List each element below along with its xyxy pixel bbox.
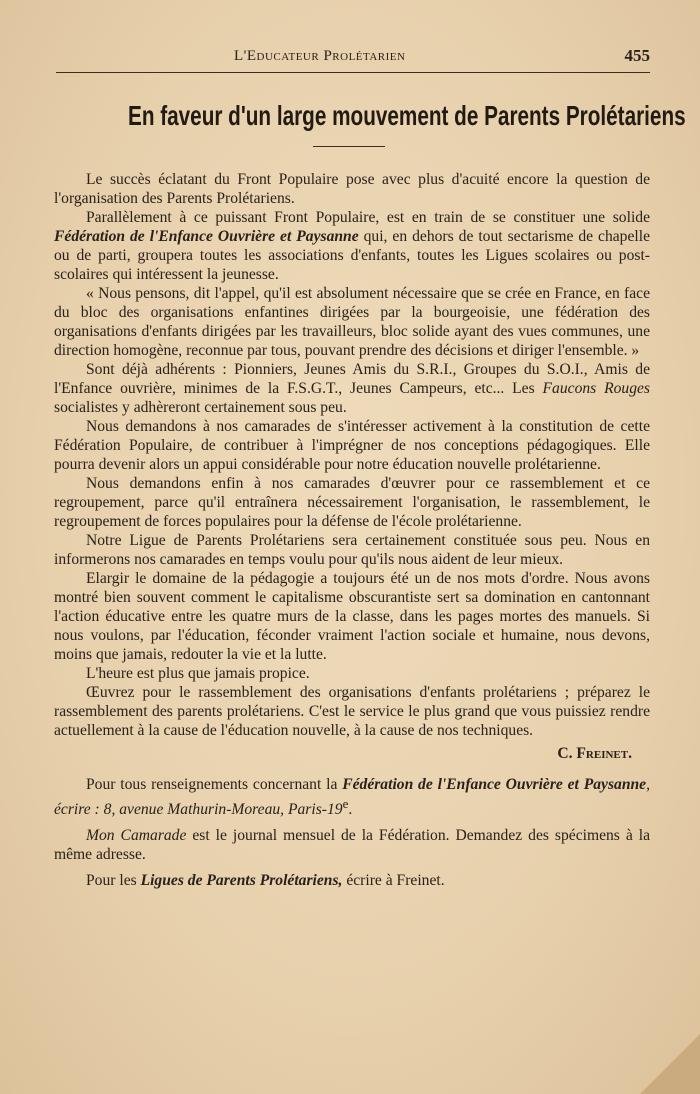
article-body: [54, 170, 650, 890]
text-run: écrire à Freinet.: [342, 872, 445, 890]
paragraph: Nous demandons enfin à nos camarades d'œuvrer pour ce rassemblement et ce regroupement, parce qu'il entraînera nécessairement l'organisation, le rassemblement, le regroupement de forces populaires pour la défense de l'école prolétarienne.: [54, 475, 650, 530]
note: [54, 775, 650, 819]
text-run: est le journal mensuel de la Fédération. Demandez des spécimens à la même adresse.: [54, 827, 650, 864]
paragraph: [54, 360, 650, 417]
note: [54, 871, 650, 890]
superscript: e: [342, 796, 349, 811]
text-run: socialistes y adhèreront certainement sous peu.: [54, 399, 347, 416]
paragraph: Elargir le domaine de la pédagogie a toujours été un de nos mots d'ordre. Nous avons montré bien souvent comment le capitalisme obscurantiste sert sa domination en cantonnant l'action éducative entre les quatre murs de la classe, dans les pages mortes des manuels. Si nous voulons, par l'éducation, féconder vraiment l'action sociale et humaine, nous devons, moins que jamais, redouter la vie et la lutte.: [54, 570, 650, 663]
title-rule: [313, 146, 385, 147]
emphasis: Ligues de Parents Prolétariens,: [140, 872, 343, 890]
text-run: qui, en dehors de tout sectarisme de chapelle ou de parti, groupera toutes les associations d'enfants, toutes les Ligues scolaires ou post-scolaires qui intéressent la jeunesse.: [54, 228, 650, 283]
signature: C. Freinet.: [557, 745, 632, 762]
text-run: Pour les: [86, 872, 141, 890]
note: [54, 826, 650, 864]
text-run: Parallèlement à ce puissant Front Populaire, est en train de se constituer une solide: [86, 209, 650, 226]
paragraph: « Nous pensons, dit l'appel, qu'il est absolument nécessaire que se crée en France, en face du bloc des organisations enfantines dirigées par la bourgeoisie, une fédération des organisations d'enfants dirigées par les travailleurs, bloc solide ayant des vues communes, une direction homogène, reconnue par tous, pouvant prendre des décisions et diriger l'ensemble. »: [54, 285, 650, 359]
text-run: , écrire : 8, avenue Mathurin-Moreau, Paris-19: [54, 776, 650, 819]
emphasis: Fédération de l'Enfance Ouvrière et Paysanne: [54, 228, 359, 245]
paragraph: Nous demandons à nos camarades de s'intéresser activement à la constitution de cette Fédération Populaire, de contribuer à l'imprégner de nos conceptions pédagogiques. Elle pourra devenir alors un appui considérable pour notre éducation nouvelle prolétarienne.: [54, 418, 650, 473]
paragraph: [54, 208, 650, 284]
running-head: L'Educateur Prolétarien: [234, 48, 406, 64]
text-run: Pour tous renseignements concernant la: [86, 776, 343, 793]
paragraph: Le succès éclatant du Front Populaire pose avec plus d'acuité encore la question de l'organisation des Parents Prolétariens.: [54, 171, 650, 207]
page-header: [56, 44, 650, 73]
emphasis: Faucons Rouges: [542, 380, 650, 397]
paragraph: L'heure est plus que jamais propice.: [86, 665, 310, 682]
text-run: .: [348, 801, 353, 819]
emphasis: Mon Camarade: [86, 827, 187, 845]
emphasis: Fédération de l'Enfance Ouvrière et Paysanne: [342, 776, 647, 793]
text-run: Sont déjà adhérents : Pionniers, Jeunes Amis du S.R.I., Groupes du S.O.I., Amis de l'Enfance ouvrière, minimes de la F.S.G.T., Jeunes Campeurs, etc... Les: [54, 361, 650, 397]
paragraph: Œuvrez pour le rassemblement des organisations d'enfants prolétariens ; préparez le rassemblement des parents prolétariens. C'est le service le plus grand que vous puissiez rendre actuellement à la cause de l'éducation nouvelle, à la cause de nos techniques.: [54, 684, 650, 739]
page-number: 455: [624, 46, 650, 65]
folded-corner: [640, 1034, 700, 1094]
paragraph: Notre Ligue de Parents Prolétariens sera certainement constituée sous peu. Nous en informerons nos camarades en temps voulu pour qu'ils nous aident de leur mieux.: [54, 532, 650, 568]
article-title: En faveur d'un large mouvement de Parents Prolétariens: [128, 100, 686, 131]
